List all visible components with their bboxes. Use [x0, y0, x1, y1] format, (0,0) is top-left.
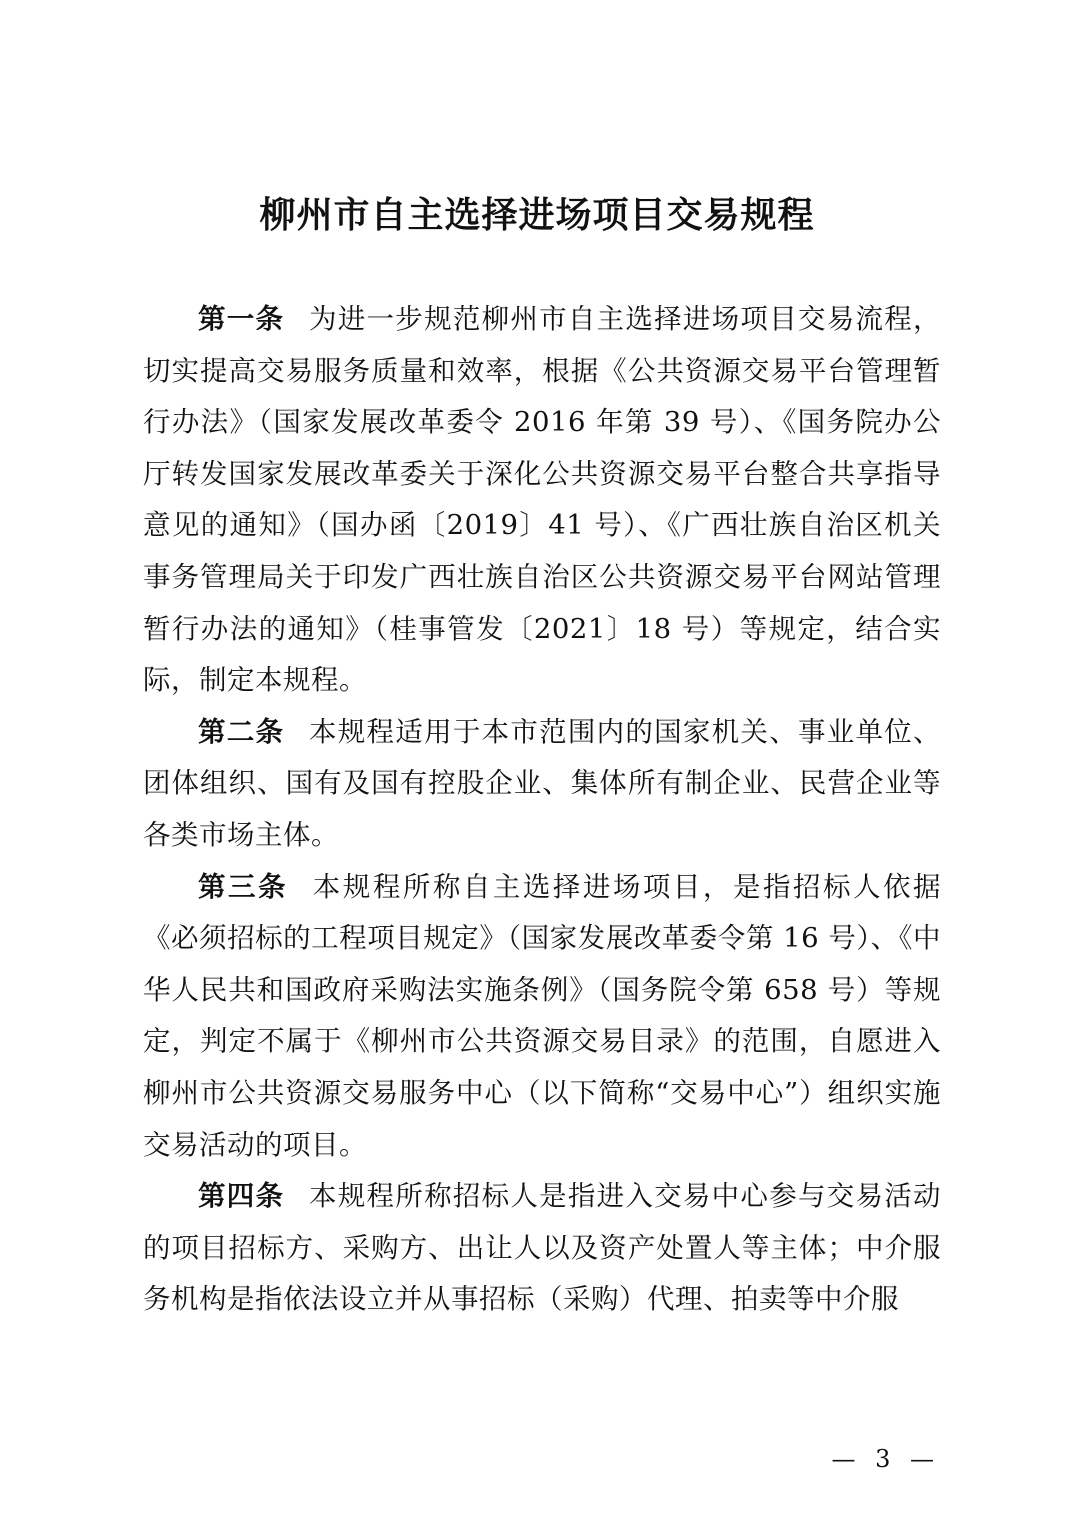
article-1-label: 第一条 — [198, 303, 285, 335]
article-1-text: 为进一步规范柳州市自主选择进场项目交易流程，切实提高交易服务质量和效率，根据《公共资源交易平台管理暂行办法》（国家发展改革委令 2016 年第 39 号）、《国务院办公厅转发国家发展改革委关于深化公共资源交易平台整合共享指导意见的通知》（国办函〔2019〕41 号）、《广西壮族自治区机关事务管理局关于印发广西壮族自治区公共资源交易平台网站管理暂行办法的通知》（桂事管发〔2021〕18 号）等规定，结合实际，制定本规程。 — [143, 303, 941, 697]
document-body — [143, 294, 941, 1326]
article-4-label: 第四条 — [198, 1180, 285, 1213]
article-3-label: 第三条 — [198, 870, 289, 903]
article-2-text: 本规程适用于本市范围内的国家机关、事业单位、团体组织、国有及国有控股企业、集体所有制企业、民营企业等各类市场主体。 — [143, 715, 941, 851]
article-2-label: 第二条 — [198, 715, 285, 748]
article-2 — [143, 707, 941, 862]
article-1 — [143, 294, 941, 707]
page-number: — 3 — — [831, 1445, 940, 1473]
article-3-text: 本规程所称自主选择进场项目，是指招标人依据《必须招标的工程项目规定》（国家发展改革委令第 16 号）、《中华人民共和国政府采购法实施条例》（国务院令第 658 号）等规定，判定不属于《柳州市公共资源交易目录》的范围，自愿进入柳州市公共资源交易服务中心（以下简称“交易中心”）组织实施交易活动的项目。 — [143, 870, 942, 1161]
article-4-text: 本规程所称招标人是指进入交易中心参与交易活动的项目招标方、采购方、出让人以及资产处置人等主体；中介服务机构是指依法设立并从事招标（采购）代理、拍卖等中介服 — [143, 1180, 941, 1316]
article-3 — [143, 862, 941, 1172]
page-title: 柳州市自主选择进场项目交易规程 — [259, 195, 815, 236]
article-4 — [143, 1171, 941, 1326]
